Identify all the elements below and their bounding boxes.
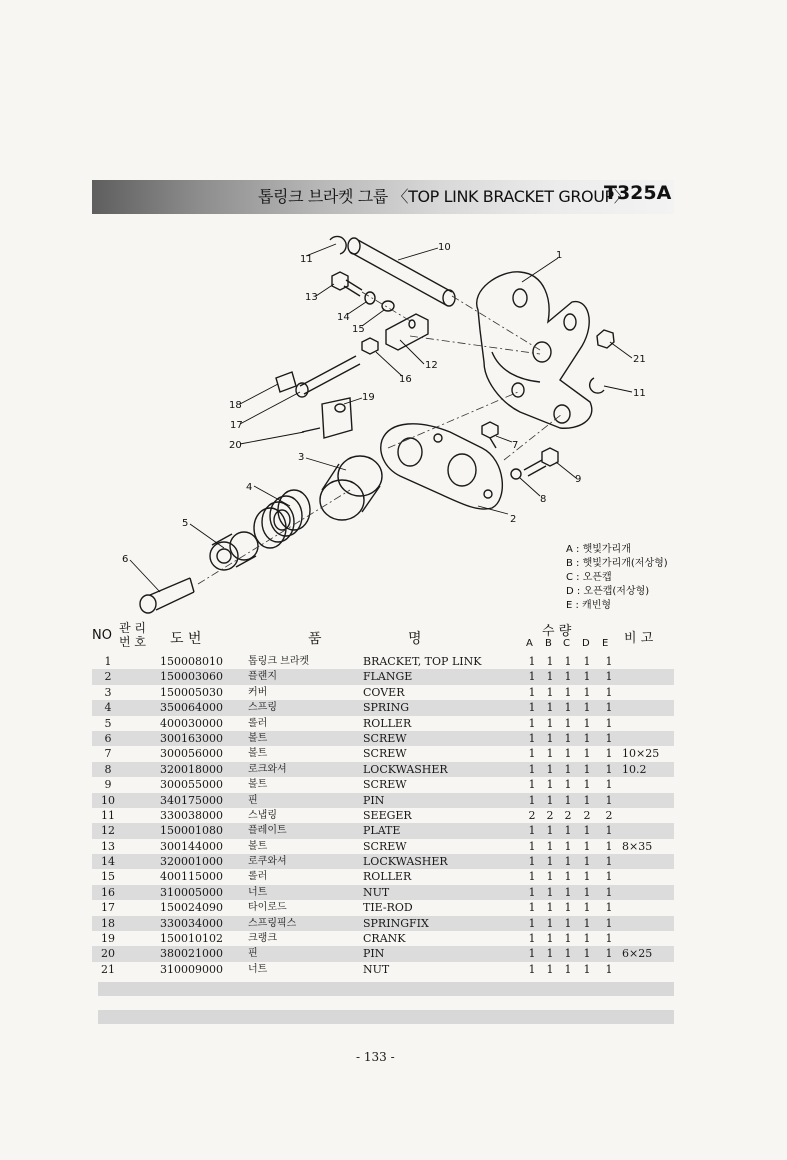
callout-20: 20 (229, 440, 242, 451)
cell-part-code: 350064000 (160, 701, 223, 715)
cell-qty-e: 2 (605, 808, 613, 822)
cell-qty-b: 1 (546, 885, 554, 899)
blank-row-band (98, 982, 674, 996)
cell-qty-e: 1 (605, 793, 613, 807)
lockwasher-8-drawing (511, 469, 521, 479)
table-row (92, 654, 674, 669)
screw-7-drawing (482, 422, 498, 448)
cell-qty-b: 1 (546, 731, 554, 745)
callout-5: 5 (182, 518, 189, 529)
cell-korean-name: 스프링픽스 (248, 917, 297, 929)
cell-qty-a: 1 (528, 901, 536, 915)
table-row (92, 700, 674, 715)
leader-7 (496, 436, 512, 442)
cell-no: 21 (101, 962, 115, 976)
cell-qty-e: 1 (605, 716, 613, 730)
cell-no: 7 (104, 747, 112, 761)
cell-qty-b: 1 (546, 716, 554, 730)
leader-10 (398, 248, 438, 260)
leader-18 (240, 384, 278, 404)
cell-qty-d: 1 (583, 731, 591, 745)
cell-qty-a: 1 (528, 947, 536, 961)
cell-korean-name: 너트 (248, 963, 268, 975)
cell-qty-a: 1 (528, 731, 536, 745)
cell-part-code: 320018000 (160, 762, 223, 776)
cell-qty-e: 1 (605, 747, 613, 761)
model-code: T325A (604, 182, 672, 204)
table-row (92, 931, 674, 946)
cell-no: 1 (104, 655, 112, 668)
header-col-e: E (602, 638, 609, 649)
table-row (92, 885, 674, 900)
callout-11-top: 11 (300, 254, 313, 265)
table-row (92, 716, 674, 731)
cell-korean-name: 타이로드 (248, 902, 287, 914)
callout-19: 19 (362, 392, 375, 403)
cell-qty-a: 1 (528, 855, 536, 869)
table-row (92, 731, 674, 746)
cell-part-code: 300144000 (160, 839, 223, 853)
cell-qty-d: 1 (583, 870, 591, 884)
cell-english-name: SCREW (363, 731, 407, 745)
cell-qty-a: 1 (528, 793, 536, 807)
cell-qty-a: 1 (528, 870, 536, 884)
callout-21: 21 (633, 354, 646, 365)
nut-16-drawing (362, 338, 378, 354)
pin-20-drawing (302, 428, 320, 432)
cell-english-name: BRACKET, TOP LINK (363, 655, 482, 668)
cell-qty-e: 1 (605, 855, 613, 869)
page-number: - 133 - (356, 1050, 395, 1064)
cell-english-name: SCREW (363, 778, 407, 792)
parts-table-header (92, 620, 674, 654)
cell-english-name: TIE-ROD (363, 901, 413, 915)
table-row (92, 962, 674, 977)
cell-qty-e: 1 (605, 947, 613, 961)
table-row (92, 808, 674, 823)
cell-qty-a: 1 (528, 839, 536, 853)
callout-3: 3 (298, 452, 305, 463)
blank-row-band (98, 1010, 674, 1024)
cell-qty-b: 1 (546, 701, 554, 715)
cell-english-name: SPRINGFIX (363, 916, 429, 930)
cell-part-code: 310009000 (160, 962, 223, 976)
cell-qty-d: 1 (583, 747, 591, 761)
leader-20 (240, 432, 304, 444)
table-row (92, 854, 674, 869)
cell-no: 15 (101, 870, 115, 884)
cell-english-name: NUT (363, 962, 390, 976)
table-row (92, 685, 674, 700)
cell-english-name: ROLLER (363, 716, 412, 730)
header-name: 명 (408, 631, 422, 647)
cell-korean-name: 스프링 (248, 702, 277, 714)
cell-remark: 8×35 (622, 839, 653, 853)
leader-5 (190, 524, 224, 548)
cell-no: 2 (104, 670, 112, 684)
leader-9 (556, 462, 576, 478)
header-remark: 비 고 (624, 631, 654, 646)
cell-korean-name: 롤러 (248, 717, 268, 729)
cell-qty-b: 1 (546, 670, 554, 684)
cell-qty-e: 1 (605, 685, 613, 699)
cell-qty-a: 1 (528, 701, 536, 715)
cell-qty-b: 1 (546, 655, 554, 668)
header-col-b: B (545, 638, 552, 649)
cell-qty-e: 1 (605, 885, 613, 899)
cell-qty-d: 1 (583, 855, 591, 869)
cell-qty-c: 1 (564, 916, 572, 930)
callout-12: 12 (425, 360, 438, 371)
cell-english-name: SPRING (363, 701, 409, 715)
cell-korean-name: 볼트 (248, 748, 268, 760)
cell-qty-d: 1 (583, 901, 591, 915)
table-row (92, 839, 674, 854)
screw-6-drawing (140, 578, 194, 613)
cell-english-name: FLANGE (363, 670, 413, 684)
cell-qty-c: 1 (564, 932, 572, 946)
snap-ring-11-right-drawing (590, 378, 604, 393)
cell-english-name: PLATE (363, 824, 401, 838)
cell-english-name: LOCKWASHER (363, 762, 448, 776)
cell-qty-a: 1 (528, 685, 536, 699)
roller-15-drawing (382, 301, 394, 311)
leader-3 (306, 458, 346, 470)
cell-qty-d: 1 (583, 916, 591, 930)
screw-13-drawing (332, 272, 362, 296)
cell-korean-name: 플랜지 (248, 671, 277, 683)
cell-part-code: 300055000 (160, 778, 223, 792)
header-col-a: A (526, 638, 533, 649)
table-row (92, 900, 674, 915)
model-legend (566, 543, 668, 613)
cell-part-code: 150001080 (160, 824, 223, 838)
flange-2-drawing (381, 424, 503, 509)
cell-no: 10 (101, 793, 115, 807)
cell-part-code: 300163000 (160, 731, 223, 745)
cell-qty-e: 1 (605, 824, 613, 838)
callout-14: 14 (337, 312, 350, 323)
cell-korean-name: 커버 (248, 686, 268, 698)
springfix-18-drawing (276, 372, 296, 392)
cell-no: 14 (101, 855, 115, 869)
cell-qty-d: 1 (583, 701, 591, 715)
cell-qty-a: 1 (528, 670, 536, 684)
cell-no: 19 (101, 932, 115, 946)
cell-part-code: 150005030 (160, 685, 223, 699)
washer-14-drawing (365, 292, 375, 304)
cell-qty-d: 1 (583, 716, 591, 730)
cell-qty-e: 1 (605, 701, 613, 715)
cell-qty-a: 1 (528, 916, 536, 930)
cell-remark: 6×25 (622, 947, 653, 961)
cell-english-name: PIN (363, 793, 385, 807)
cell-qty-d: 1 (583, 932, 591, 946)
cell-english-name: PIN (363, 947, 385, 961)
cell-english-name: CRANK (363, 932, 406, 946)
header-drawing-no: 도 번 (170, 631, 202, 647)
legend-item-e: E : 캐빈형 (566, 600, 612, 611)
cell-qty-c: 1 (564, 870, 572, 884)
header-part: 품 (308, 631, 322, 647)
legend-item-b: B : 햇빛가리개(저상형) (566, 558, 668, 569)
parts-table-body (92, 654, 674, 977)
cell-qty-c: 1 (564, 762, 572, 776)
cell-qty-c: 1 (564, 685, 572, 699)
cell-qty-b: 1 (546, 747, 554, 761)
cell-qty-c: 1 (564, 901, 572, 915)
cell-qty-e: 1 (605, 778, 613, 792)
cell-qty-c: 1 (564, 778, 572, 792)
cell-remark: 10×25 (622, 747, 660, 761)
cell-korean-name: 핀 (248, 948, 258, 960)
cell-part-code: 150010102 (160, 932, 223, 946)
callout-4: 4 (246, 482, 253, 493)
cell-korean-name: 톱링크 브라켓 (248, 656, 310, 667)
cell-no: 17 (101, 901, 115, 915)
cell-qty-a: 1 (528, 932, 536, 946)
cell-qty-a: 1 (528, 824, 536, 838)
cell-qty-d: 1 (583, 685, 591, 699)
cell-english-name: ROLLER (363, 870, 412, 884)
cell-qty-e: 1 (605, 962, 613, 976)
cell-korean-name: 스냅링 (248, 809, 277, 821)
cell-no: 4 (104, 701, 112, 715)
cell-qty-b: 1 (546, 762, 554, 776)
leader-8 (520, 478, 540, 496)
callout-10: 10 (438, 242, 451, 253)
leader-14 (348, 302, 366, 314)
crank-19-drawing (322, 398, 352, 438)
cell-qty-a: 1 (528, 778, 536, 792)
cell-no: 11 (101, 808, 115, 822)
cell-qty-d: 1 (583, 885, 591, 899)
leader-15 (362, 310, 384, 326)
cell-korean-name: 로쿠와셔 (248, 856, 287, 868)
leader-11-right (604, 386, 632, 392)
cell-no: 9 (104, 778, 112, 792)
cell-part-code: 150008010 (160, 655, 223, 668)
cell-qty-d: 1 (583, 762, 591, 776)
cell-qty-b: 1 (546, 901, 554, 915)
cell-english-name: COVER (363, 685, 405, 699)
cell-qty-c: 1 (564, 962, 572, 976)
cell-english-name: SCREW (363, 839, 407, 853)
callout-2: 2 (510, 514, 517, 525)
callout-8: 8 (540, 494, 547, 505)
cell-part-code: 150003060 (160, 670, 223, 684)
page-title: 톱링크 브라켓 그룹 〈TOP LINK BRACKET GROUP〉 (258, 187, 630, 206)
leader-21 (610, 342, 632, 358)
cell-qty-b: 1 (546, 947, 554, 961)
spring-4-drawing (254, 490, 310, 548)
cell-part-code: 380021000 (160, 947, 223, 961)
roller-5-drawing (210, 532, 258, 570)
table-row (92, 916, 674, 931)
cell-no: 5 (104, 716, 112, 730)
cell-no: 12 (101, 824, 115, 838)
cell-no: 16 (101, 885, 115, 899)
header-mgmt-1: 관 리 (119, 621, 146, 635)
cell-korean-name: 볼트 (248, 732, 268, 744)
callout-16: 16 (399, 374, 412, 385)
callout-13: 13 (305, 292, 318, 303)
callout-1: 1 (556, 250, 563, 261)
screw-9-drawing (524, 448, 558, 476)
cell-qty-c: 1 (564, 947, 572, 961)
cell-qty-d: 1 (583, 655, 591, 668)
cell-part-code: 320001000 (160, 855, 223, 869)
cell-qty-d: 1 (583, 824, 591, 838)
cell-part-code: 330038000 (160, 808, 223, 822)
cell-qty-b: 1 (546, 685, 554, 699)
cell-korean-name: 롤러 (248, 871, 268, 883)
cell-qty-e: 1 (605, 916, 613, 930)
cell-korean-name: 크랭크 (248, 933, 277, 945)
cell-qty-a: 1 (528, 962, 536, 976)
header-quantity: 수 량 (542, 624, 572, 639)
table-row (92, 793, 674, 808)
cell-qty-e: 1 (605, 870, 613, 884)
cell-qty-d: 1 (583, 962, 591, 976)
tie-rod-17-drawing (296, 356, 360, 397)
leader-12 (400, 340, 424, 364)
cell-qty-c: 1 (564, 885, 572, 899)
leader-16 (376, 352, 402, 376)
cell-qty-c: 1 (564, 793, 572, 807)
cell-qty-b: 1 (546, 932, 554, 946)
cell-qty-c: 1 (564, 747, 572, 761)
cell-qty-c: 1 (564, 655, 572, 668)
callout-9: 9 (575, 474, 582, 485)
header-col-d: D (582, 638, 590, 649)
cell-qty-c: 1 (564, 824, 572, 838)
cell-remark: 10.2 (622, 762, 647, 776)
cell-part-code: 150024090 (160, 901, 223, 915)
cell-qty-d: 1 (583, 839, 591, 853)
callout-18: 18 (229, 400, 242, 411)
cell-part-code: 300056000 (160, 747, 223, 761)
nut-21-drawing (597, 330, 614, 348)
cell-korean-name: 로크와셔 (248, 763, 287, 775)
cell-qty-c: 1 (564, 855, 572, 869)
cell-qty-a: 1 (528, 655, 536, 668)
cell-qty-b: 2 (546, 808, 554, 822)
cell-english-name: SCREW (363, 747, 407, 761)
table-row (92, 869, 674, 884)
cell-qty-c: 1 (564, 839, 572, 853)
cell-no: 8 (104, 762, 112, 776)
cell-no: 18 (101, 916, 115, 930)
cell-english-name: LOCKWASHER (363, 855, 448, 869)
legend-item-d: D : 오픈캡(저상형) (566, 586, 650, 597)
cell-qty-c: 2 (564, 808, 572, 822)
cell-qty-a: 1 (528, 762, 536, 776)
cell-qty-e: 1 (605, 731, 613, 745)
cell-qty-e: 1 (605, 762, 613, 776)
table-row (92, 746, 674, 761)
leader-6 (130, 560, 160, 592)
legend-item-a: A : 햇빛가리개 (566, 544, 631, 555)
cell-english-name: SEEGER (363, 808, 412, 822)
cell-qty-c: 1 (564, 701, 572, 715)
cell-english-name: NUT (363, 885, 390, 899)
cell-no: 3 (104, 685, 112, 699)
cell-qty-a: 2 (528, 808, 536, 822)
callout-6: 6 (122, 554, 129, 565)
cell-qty-c: 1 (564, 716, 572, 730)
cell-qty-e: 1 (605, 839, 613, 853)
header-mgmt-2: 번 호 (119, 635, 146, 649)
leader-13 (316, 284, 334, 296)
cell-qty-d: 2 (583, 808, 591, 822)
cell-qty-a: 1 (528, 885, 536, 899)
cover-3-drawing (320, 456, 382, 520)
leader-1 (522, 258, 558, 282)
header-col-c: C (563, 638, 570, 649)
leader-17 (240, 392, 300, 424)
cell-qty-b: 1 (546, 962, 554, 976)
cell-qty-b: 1 (546, 793, 554, 807)
cell-no: 13 (101, 839, 115, 853)
cell-qty-c: 1 (564, 670, 572, 684)
table-row (92, 823, 674, 838)
cell-qty-d: 1 (583, 778, 591, 792)
cell-qty-b: 1 (546, 870, 554, 884)
table-row (92, 777, 674, 792)
cell-no: 20 (101, 947, 115, 961)
cell-qty-e: 1 (605, 901, 613, 915)
cell-qty-a: 1 (528, 716, 536, 730)
callout-11-right: 11 (633, 388, 646, 399)
cell-qty-b: 1 (546, 824, 554, 838)
cell-qty-e: 1 (605, 655, 613, 668)
cell-part-code: 330034000 (160, 916, 223, 930)
cell-qty-b: 1 (546, 778, 554, 792)
cell-qty-e: 1 (605, 932, 613, 946)
cell-part-code: 340175000 (160, 793, 223, 807)
cell-part-code: 310005000 (160, 885, 223, 899)
cell-qty-a: 1 (528, 747, 536, 761)
cell-no: 6 (104, 731, 112, 745)
cell-korean-name: 핀 (248, 794, 258, 806)
cell-qty-e: 1 (605, 670, 613, 684)
cell-qty-d: 1 (583, 670, 591, 684)
cell-qty-d: 1 (583, 947, 591, 961)
table-row (92, 669, 674, 684)
cell-qty-b: 1 (546, 839, 554, 853)
callout-17: 17 (230, 420, 243, 431)
cell-korean-name: 볼트 (248, 779, 268, 791)
cell-korean-name: 플레이트 (248, 825, 287, 837)
table-row (92, 946, 674, 961)
cell-part-code: 400030000 (160, 716, 223, 730)
cell-qty-d: 1 (583, 793, 591, 807)
table-row (92, 762, 674, 777)
cell-qty-c: 1 (564, 731, 572, 745)
bracket-1-drawing (477, 272, 592, 428)
header-no: NO (92, 628, 112, 643)
cell-qty-b: 1 (546, 855, 554, 869)
cell-korean-name: 볼트 (248, 840, 268, 852)
callout-7: 7 (512, 440, 519, 451)
cell-qty-b: 1 (546, 916, 554, 930)
cell-part-code: 400115000 (160, 870, 223, 884)
callout-15: 15 (352, 324, 365, 335)
cell-korean-name: 너트 (248, 886, 268, 898)
legend-item-c: C : 오픈캡 (566, 572, 612, 583)
